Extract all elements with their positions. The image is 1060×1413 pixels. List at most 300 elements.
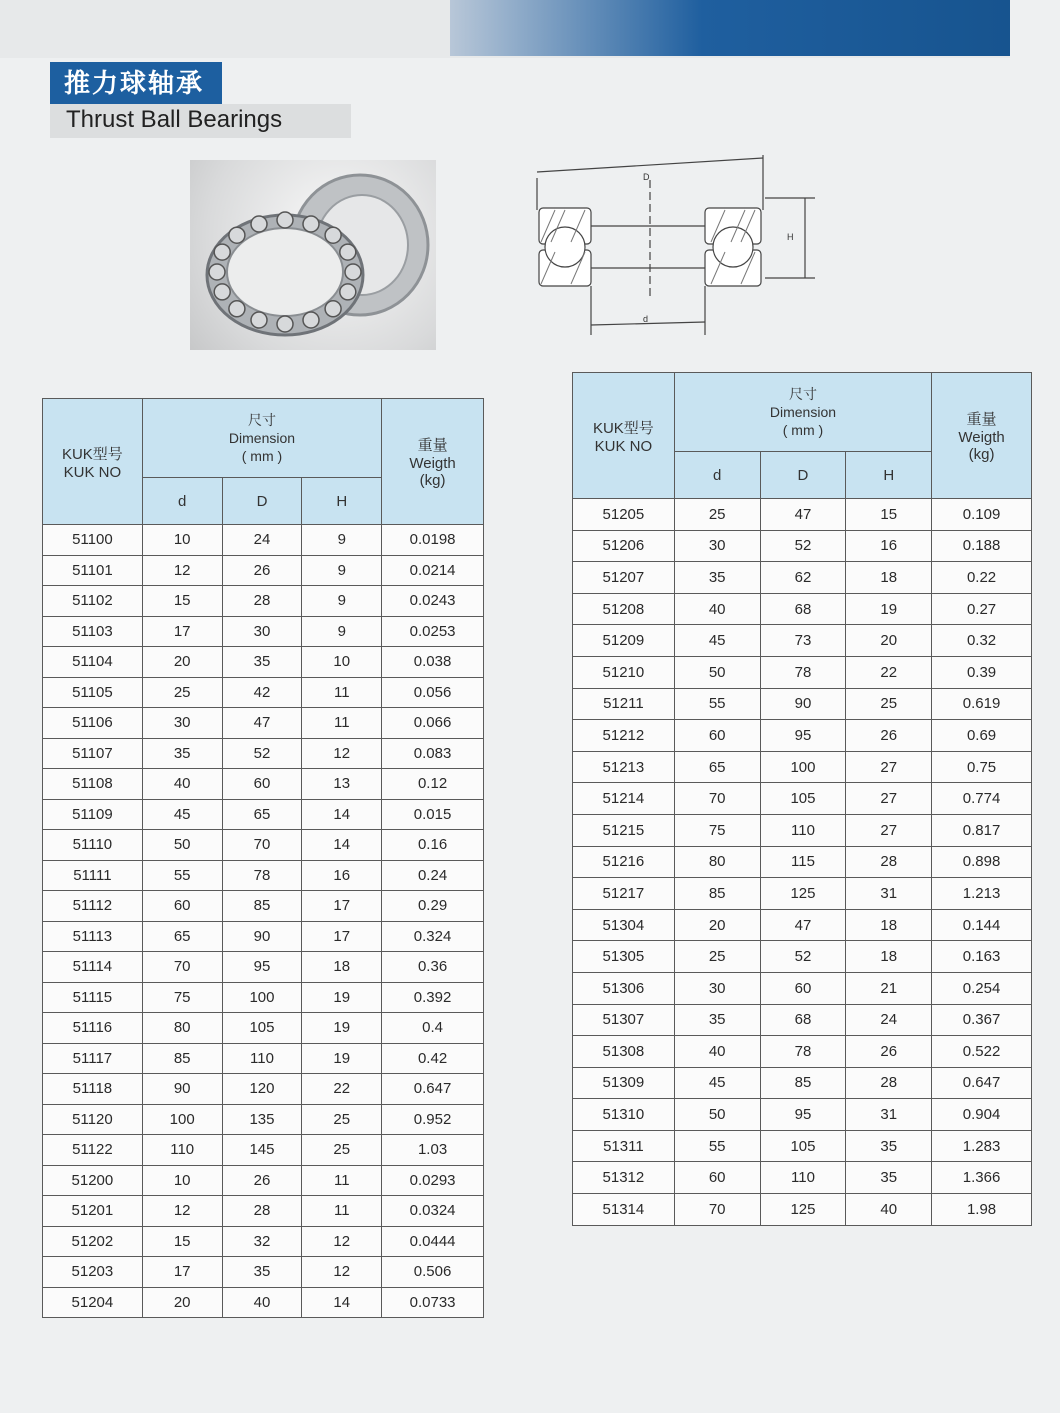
cell-H: 24: [846, 1004, 932, 1036]
cell-D: 110: [760, 1162, 846, 1194]
cell-model: 51204: [43, 1287, 143, 1318]
cell-D: 78: [760, 1036, 846, 1068]
cell-model: 51215: [573, 814, 675, 846]
table-row: [573, 593, 1032, 625]
cell-weight: 0.0253: [382, 616, 484, 647]
cell-H: 12: [302, 1226, 382, 1257]
cell-D: 28: [222, 586, 302, 617]
bearing-ball: [325, 227, 341, 243]
cell-H: 21: [846, 972, 932, 1004]
table-row: [573, 1099, 1032, 1131]
cell-weight: 0.0198: [382, 525, 484, 556]
bearing-ball: [229, 301, 245, 317]
cell-d: 10: [142, 525, 222, 556]
cell-weight: 0.774: [932, 783, 1032, 815]
cell-H: 35: [846, 1130, 932, 1162]
cell-weight: 0.163: [932, 941, 1032, 973]
cell-model: 51116: [43, 1013, 143, 1044]
bearing-ball: [340, 244, 356, 260]
table-row: [43, 708, 484, 739]
cell-D: 24: [222, 525, 302, 556]
cell-weight: 0.056: [382, 677, 484, 708]
table-row: [43, 830, 484, 861]
top-band: [0, 0, 1010, 58]
cell-d: 45: [142, 799, 222, 830]
bearing-ball: [303, 312, 319, 328]
cell-D: 145: [222, 1135, 302, 1166]
table-row: [573, 751, 1032, 783]
cell-D: 125: [760, 1194, 846, 1226]
cell-D: 85: [222, 891, 302, 922]
cell-model: 51117: [43, 1043, 143, 1074]
cell-H: 20: [846, 625, 932, 657]
bearing-ball: [209, 264, 225, 280]
bearing-photo: [190, 160, 436, 350]
cell-d: 50: [142, 830, 222, 861]
cell-D: 110: [222, 1043, 302, 1074]
cell-weight: 0.647: [932, 1067, 1032, 1099]
title-english: Thrust Ball Bearings: [50, 104, 351, 138]
cell-d: 110: [142, 1135, 222, 1166]
table-row: [573, 562, 1032, 594]
header-H: H: [302, 478, 382, 525]
cell-weight: 0.0733: [382, 1287, 484, 1318]
cell-d: 35: [674, 1004, 760, 1036]
table-row: [43, 555, 484, 586]
table-row: [43, 891, 484, 922]
cell-H: 16: [846, 530, 932, 562]
cell-d: 90: [142, 1074, 222, 1105]
cell-weight: 1.03: [382, 1135, 484, 1166]
title-chinese: 推力球轴承: [50, 62, 222, 104]
table-row: [43, 769, 484, 800]
cell-weight: 0.29: [382, 891, 484, 922]
cell-model: 51206: [573, 530, 675, 562]
cell-D: 47: [222, 708, 302, 739]
cell-model: 51120: [43, 1104, 143, 1135]
cell-d: 80: [674, 846, 760, 878]
cell-H: 19: [302, 982, 382, 1013]
bearing-ball: [303, 216, 319, 232]
cell-D: 135: [222, 1104, 302, 1135]
cell-weight: 0.647: [382, 1074, 484, 1105]
cell-H: 14: [302, 1287, 382, 1318]
table-row: [573, 783, 1032, 815]
cell-weight: 0.367: [932, 1004, 1032, 1036]
cell-weight: 0.506: [382, 1257, 484, 1288]
cell-H: 16: [302, 860, 382, 891]
cell-H: 11: [302, 708, 382, 739]
cell-D: 52: [222, 738, 302, 769]
cell-D: 52: [760, 530, 846, 562]
cell-d: 65: [674, 751, 760, 783]
diagram-label-D: D: [643, 172, 650, 182]
table-row: [573, 814, 1032, 846]
table-row: [43, 1257, 484, 1288]
cell-D: 78: [760, 656, 846, 688]
bearing-ball: [214, 284, 230, 300]
cell-d: 75: [674, 814, 760, 846]
cell-weight: 0.188: [932, 530, 1032, 562]
cell-H: 26: [846, 1036, 932, 1068]
cell-H: 17: [302, 891, 382, 922]
cell-d: 45: [674, 1067, 760, 1099]
table-row: [43, 586, 484, 617]
cell-weight: 0.0293: [382, 1165, 484, 1196]
cell-model: 51307: [573, 1004, 675, 1036]
cell-d: 50: [674, 1099, 760, 1131]
cell-d: 85: [674, 878, 760, 910]
table-row: [573, 941, 1032, 973]
cell-d: 70: [674, 1194, 760, 1226]
cell-H: 35: [846, 1162, 932, 1194]
cell-weight: 0.12: [382, 769, 484, 800]
cell-weight: 1.98: [932, 1194, 1032, 1226]
bearing-ball: [251, 312, 267, 328]
cell-D: 32: [222, 1226, 302, 1257]
cell-weight: 0.619: [932, 688, 1032, 720]
cell-model: 51103: [43, 616, 143, 647]
cell-weight: 0.32: [932, 625, 1032, 657]
bearing-ball: [277, 316, 293, 332]
cell-H: 31: [846, 1099, 932, 1131]
table-row: [573, 1162, 1032, 1194]
cell-model: 51310: [573, 1099, 675, 1131]
cell-D: 105: [760, 1130, 846, 1162]
cell-H: 9: [302, 586, 382, 617]
bearing-ball: [214, 244, 230, 260]
cell-D: 47: [760, 909, 846, 941]
cell-D: 65: [222, 799, 302, 830]
cell-D: 95: [222, 952, 302, 983]
cell-model: 51111: [43, 860, 143, 891]
table-row: [43, 616, 484, 647]
cell-model: 51110: [43, 830, 143, 861]
cell-model: 51106: [43, 708, 143, 739]
cell-D: 70: [222, 830, 302, 861]
table-row: [573, 530, 1032, 562]
cell-H: 22: [302, 1074, 382, 1105]
cell-D: 120: [222, 1074, 302, 1105]
cell-d: 20: [142, 1287, 222, 1318]
cell-D: 90: [222, 921, 302, 952]
table-row: [43, 677, 484, 708]
table-row: [573, 1067, 1032, 1099]
table-row: [573, 1130, 1032, 1162]
cell-H: 27: [846, 751, 932, 783]
cell-d: 30: [674, 530, 760, 562]
cell-H: 9: [302, 555, 382, 586]
cell-model: 51306: [573, 972, 675, 1004]
cell-D: 52: [760, 941, 846, 973]
blue-stripe: [450, 0, 1010, 56]
table-row: [43, 1287, 484, 1318]
cell-d: 35: [142, 738, 222, 769]
diagram-label-d: d: [643, 314, 649, 324]
bearing-ball: [277, 212, 293, 228]
table-row: [43, 1043, 484, 1074]
spec-table-right: [572, 372, 1032, 1226]
cell-D: 110: [760, 814, 846, 846]
cell-weight: 0.22: [932, 562, 1032, 594]
header-weight: 重量 Weigth (kg): [382, 399, 484, 525]
cell-d: 55: [674, 688, 760, 720]
table-row: [43, 982, 484, 1013]
cell-d: 85: [142, 1043, 222, 1074]
table-row: [573, 1036, 1032, 1068]
header-weight: 重量 Weigth (kg): [932, 373, 1032, 499]
table-row: [573, 846, 1032, 878]
cell-D: 105: [222, 1013, 302, 1044]
cell-weight: 0.39: [932, 656, 1032, 688]
cell-model: 51100: [43, 525, 143, 556]
table-row: [43, 1196, 484, 1227]
cell-d: 100: [142, 1104, 222, 1135]
table-row: [43, 1074, 484, 1105]
cell-model: 51211: [573, 688, 675, 720]
cell-d: 75: [142, 982, 222, 1013]
table-row: [573, 909, 1032, 941]
cell-model: 51312: [573, 1162, 675, 1194]
table-row: [573, 688, 1032, 720]
bearing-ball: [340, 284, 356, 300]
cell-weight: 0.066: [382, 708, 484, 739]
cell-D: 115: [760, 846, 846, 878]
cell-d: 12: [142, 1196, 222, 1227]
cell-weight: 0.817: [932, 814, 1032, 846]
cell-model: 51308: [573, 1036, 675, 1068]
cell-H: 18: [846, 941, 932, 973]
cell-weight: 0.254: [932, 972, 1032, 1004]
header-dimension: 尺寸 Dimension ( mm ): [674, 373, 931, 452]
cell-H: 11: [302, 677, 382, 708]
cell-d: 40: [674, 1036, 760, 1068]
header-model: KUK型号 KUK NO: [573, 373, 675, 499]
table-row: [43, 1104, 484, 1135]
cell-d: 25: [674, 499, 760, 531]
cell-weight: 0.952: [382, 1104, 484, 1135]
cell-d: 40: [142, 769, 222, 800]
cell-D: 47: [760, 499, 846, 531]
cell-H: 27: [846, 814, 932, 846]
cell-H: 15: [846, 499, 932, 531]
bearing-ball: [345, 264, 361, 280]
cell-weight: 0.36: [382, 952, 484, 983]
cell-d: 12: [142, 555, 222, 586]
cell-H: 25: [302, 1135, 382, 1166]
cell-weight: 0.75: [932, 751, 1032, 783]
cell-D: 78: [222, 860, 302, 891]
table-row: [573, 656, 1032, 688]
cell-d: 25: [142, 677, 222, 708]
cell-weight: 0.038: [382, 647, 484, 678]
cell-model: 51217: [573, 878, 675, 910]
cell-d: 50: [674, 656, 760, 688]
cell-D: 95: [760, 720, 846, 752]
header-d: d: [142, 478, 222, 525]
cell-d: 60: [674, 1162, 760, 1194]
cell-H: 18: [302, 952, 382, 983]
cell-d: 80: [142, 1013, 222, 1044]
cell-D: 26: [222, 555, 302, 586]
cell-H: 13: [302, 769, 382, 800]
cell-D: 100: [760, 751, 846, 783]
cell-H: 31: [846, 878, 932, 910]
table-row: [43, 525, 484, 556]
cell-D: 100: [222, 982, 302, 1013]
bearing-ball: [251, 216, 267, 232]
cell-D: 40: [222, 1287, 302, 1318]
cell-d: 70: [674, 783, 760, 815]
cell-H: 14: [302, 799, 382, 830]
cell-model: 51304: [573, 909, 675, 941]
cell-D: 28: [222, 1196, 302, 1227]
cell-model: 51102: [43, 586, 143, 617]
cell-weight: 1.366: [932, 1162, 1032, 1194]
cell-d: 20: [142, 647, 222, 678]
table-row: [573, 625, 1032, 657]
cell-D: 68: [760, 593, 846, 625]
table-row: [43, 1226, 484, 1257]
cell-model: 51112: [43, 891, 143, 922]
cell-model: 51309: [573, 1067, 675, 1099]
cell-weight: 0.24: [382, 860, 484, 891]
spec-table-left: [42, 398, 484, 1318]
bearing-ball: [229, 227, 245, 243]
cell-D: 68: [760, 1004, 846, 1036]
cell-d: 30: [142, 708, 222, 739]
cell-d: 17: [142, 1257, 222, 1288]
cell-model: 51107: [43, 738, 143, 769]
cell-model: 51210: [573, 656, 675, 688]
cell-d: 60: [142, 891, 222, 922]
cell-D: 35: [222, 1257, 302, 1288]
cell-d: 17: [142, 616, 222, 647]
cell-d: 70: [142, 952, 222, 983]
cell-d: 15: [142, 586, 222, 617]
cell-model: 51113: [43, 921, 143, 952]
cell-weight: 0.4: [382, 1013, 484, 1044]
cell-H: 17: [302, 921, 382, 952]
cell-model: 51114: [43, 952, 143, 983]
diagram-label-H: H: [787, 232, 794, 242]
cell-d: 30: [674, 972, 760, 1004]
cell-D: 95: [760, 1099, 846, 1131]
cell-H: 9: [302, 616, 382, 647]
cell-model: 51311: [573, 1130, 675, 1162]
cell-H: 9: [302, 525, 382, 556]
cell-model: 51200: [43, 1165, 143, 1196]
header-H: H: [846, 452, 932, 499]
cell-D: 105: [760, 783, 846, 815]
cell-D: 73: [760, 625, 846, 657]
table-row: [573, 720, 1032, 752]
cell-d: 35: [674, 562, 760, 594]
cell-H: 18: [846, 562, 932, 594]
bearing-ball: [325, 301, 341, 317]
cell-model: 51213: [573, 751, 675, 783]
bearing-diagram: [525, 150, 825, 340]
cell-H: 11: [302, 1196, 382, 1227]
cell-D: 42: [222, 677, 302, 708]
cell-H: 19: [846, 593, 932, 625]
cell-weight: 0.0214: [382, 555, 484, 586]
cell-model: 51105: [43, 677, 143, 708]
header-D: D: [222, 478, 302, 525]
cell-H: 18: [846, 909, 932, 941]
cell-model: 51118: [43, 1074, 143, 1105]
cell-model: 51209: [573, 625, 675, 657]
cell-weight: 1.213: [932, 878, 1032, 910]
cell-d: 60: [674, 720, 760, 752]
table-row: [573, 1004, 1032, 1036]
cell-weight: 1.283: [932, 1130, 1032, 1162]
cell-weight: 0.0324: [382, 1196, 484, 1227]
cell-H: 19: [302, 1013, 382, 1044]
cell-H: 22: [846, 656, 932, 688]
header-d: d: [674, 452, 760, 499]
cell-d: 40: [674, 593, 760, 625]
cell-d: 55: [674, 1130, 760, 1162]
cell-H: 40: [846, 1194, 932, 1226]
cell-H: 25: [302, 1104, 382, 1135]
cell-H: 11: [302, 1165, 382, 1196]
cell-model: 51212: [573, 720, 675, 752]
cell-weight: 0.0444: [382, 1226, 484, 1257]
cell-d: 10: [142, 1165, 222, 1196]
cell-weight: 0.522: [932, 1036, 1032, 1068]
cell-weight: 0.324: [382, 921, 484, 952]
cell-H: 25: [846, 688, 932, 720]
table-row: [43, 952, 484, 983]
cell-model: 51208: [573, 593, 675, 625]
cell-model: 51207: [573, 562, 675, 594]
cell-d: 65: [142, 921, 222, 952]
cell-model: 51202: [43, 1226, 143, 1257]
cell-model: 51101: [43, 555, 143, 586]
cell-weight: 0.0243: [382, 586, 484, 617]
cell-H: 27: [846, 783, 932, 815]
cell-model: 51305: [573, 941, 675, 973]
cell-D: 26: [222, 1165, 302, 1196]
cell-model: 51214: [573, 783, 675, 815]
cell-d: 45: [674, 625, 760, 657]
cell-model: 51216: [573, 846, 675, 878]
table-row: [573, 499, 1032, 531]
cell-weight: 0.69: [932, 720, 1032, 752]
header-dimension: 尺寸 Dimension ( mm ): [142, 399, 381, 478]
cell-d: 20: [674, 909, 760, 941]
table-row: [43, 1165, 484, 1196]
cell-model: 51201: [43, 1196, 143, 1227]
cell-d: 15: [142, 1226, 222, 1257]
cell-D: 90: [760, 688, 846, 720]
cell-D: 60: [222, 769, 302, 800]
cell-H: 10: [302, 647, 382, 678]
cell-H: 12: [302, 738, 382, 769]
cell-weight: 0.898: [932, 846, 1032, 878]
table-row: [573, 878, 1032, 910]
cell-weight: 0.16: [382, 830, 484, 861]
cell-model: 51122: [43, 1135, 143, 1166]
cell-model: 51109: [43, 799, 143, 830]
table-row: [573, 1194, 1032, 1226]
cell-d: 55: [142, 860, 222, 891]
cell-D: 85: [760, 1067, 846, 1099]
cell-weight: 0.109: [932, 499, 1032, 531]
table-row: [43, 860, 484, 891]
cell-H: 28: [846, 1067, 932, 1099]
